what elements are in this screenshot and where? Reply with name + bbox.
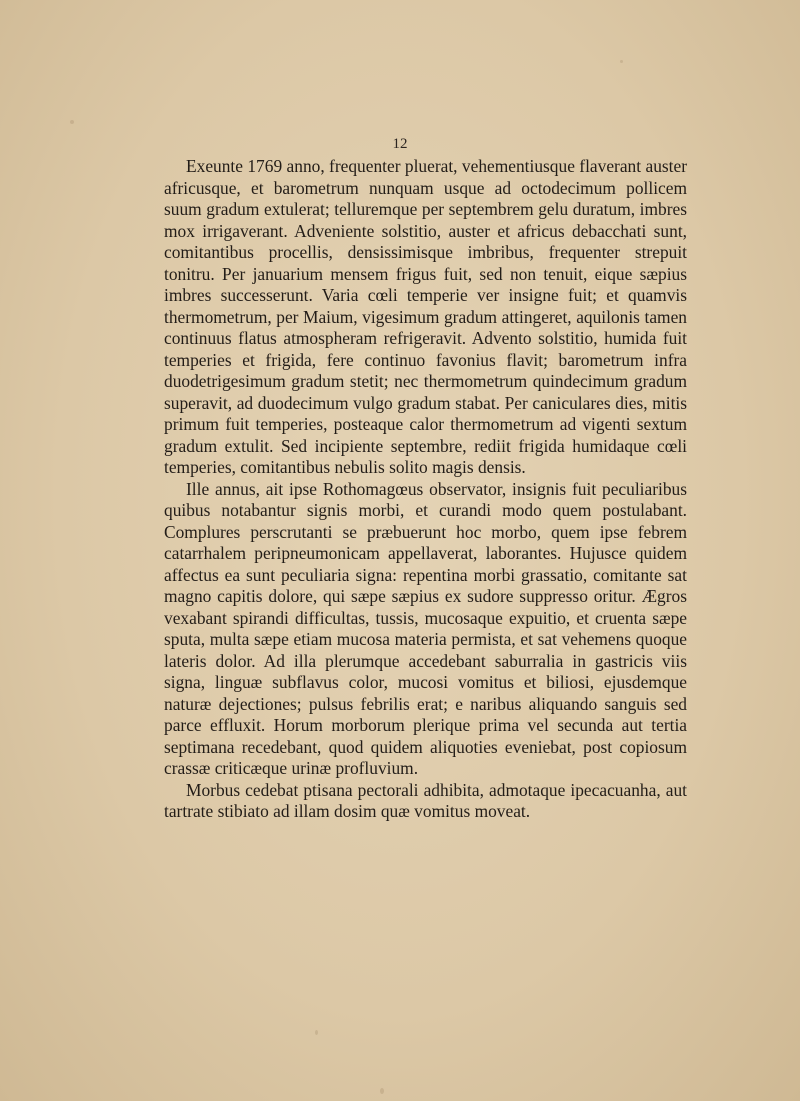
page-number: 12: [392, 136, 408, 152]
paragraph-treatment: Morbus cedebat ptisana pectorali adhibita, admotaque ipecacuanha, aut tartrate stibiato ad illam dosim quæ vomitus moveat.: [164, 779, 687, 821]
paragraph-disease: Ille annus, ait ipse Rothomagœus observator, insignis fuit peculiaribus quibus notabantur signis morbi, et curandi modo quem postulabant. Complures perscrutanti se præbuerunt hoc morbo, quem ipse febrem catarrhalem peripneumonicam appellaverat, laborantes. Hujusce quidem affectus ea sunt peculiaria signa: repentina morbi grassatio, comitante sat magno capitis dolore, qui sæpe sæpius ex sudore suppresso oritur. Ægros vexabant spirandi difficultas, tussis, mucosaque expuitio, et cruenta sæpe sputa, multa sæpe etiam mucosa materia permista, et sat vehemens quoque lateris dolor. Ad illa plerumque accedebant saburralia in gastricis viis signa, linguæ subflavus color, mucosi vomitus et biliosi, ejusdemque naturæ dejectiones; pulsus febrilis erat; e naribus aliquando sanguis sed parce effluxit. Horum morborum plerique prima vel secunda aut tertia septimana recedebant, quod quidem aliquoties eveniebat, post copiosum crassæ criticæque urinæ profluvium.: [164, 478, 687, 778]
paper-speck: [380, 1088, 384, 1094]
paper-speck: [70, 120, 74, 124]
paragraph-weather: Exeunte 1769 anno, frequenter pluerat, vehementiusque flaverant auster africusque, et barometrum nunquam usque ad octodecimum pollicem suum gradum extulerat; telluremque per septembrem gelu duratum, imbres mox irrigaverant. Adveniente solstitio, auster et africus debacchati sunt, comitantibus procellis, densissimisque imbribus, frequenter strepuit tonitru. Per januarium mensem frigus fuit, sed non tenuit, eique sæpius imbres successerunt. Varia cœli temperie ver insigne fuit; et quamvis thermometrum, per Maium, vigesimum gradum attingeret, aquilonis tamen continuus flatus atmospheram refrigeravit. Advento solstitio, humida fuit temperies et frigida, fere continuo favonius flavit; barometrum infra duodetrigesimum gradum stetit; nec thermometrum quindecimum gradum superavit, ad duodecimum vulgo gradum stabat. Per caniculares dies, mitis primum fuit temperies, posteaque calor thermometrum ad vigenti sextum gradum extulit. Sed incipiente septembre, rediit frigida humidaque cœli temperies, comitantibus nebulis solito magis densis.: [164, 156, 687, 477]
body-text: [164, 156, 687, 823]
paper-speck: [315, 1030, 318, 1035]
paper-speck: [620, 60, 623, 63]
